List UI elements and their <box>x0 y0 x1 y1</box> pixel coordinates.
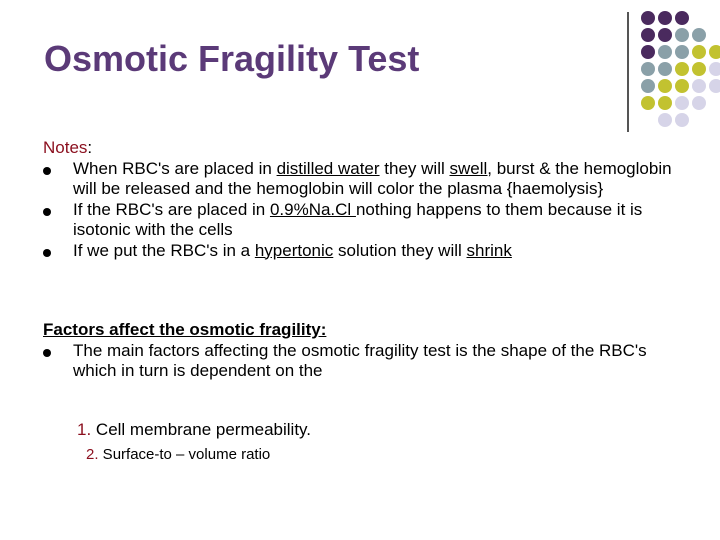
numbered-item-1: 1. Cell membrane permeability. <box>77 420 312 439</box>
slide-title: Osmotic Fragility Test <box>44 38 420 79</box>
decor-dot <box>641 28 655 42</box>
title-divider-line <box>627 12 629 132</box>
notes-section <box>43 138 683 261</box>
bullet-icon <box>43 349 51 357</box>
factors-heading: Factors affect the osmotic fragility: <box>43 320 327 339</box>
decor-dot <box>658 45 672 59</box>
decor-dot <box>658 79 672 93</box>
bullet-icon <box>43 167 51 175</box>
decor-dot <box>641 79 655 93</box>
list-item: When RBC's are placed in distilled water they will swell, burst & the hemoglobin will be released and the hemoglobin will color the plasma {haemolysis} <box>43 159 683 200</box>
decor-dot <box>675 79 689 93</box>
factors-section <box>43 320 683 382</box>
decor-dot <box>641 96 655 110</box>
decor-dot <box>658 113 672 127</box>
decor-dot <box>675 45 689 59</box>
decor-dot <box>658 11 672 25</box>
decor-dot <box>675 113 689 127</box>
decor-dot <box>709 79 720 93</box>
notes-heading: Notes: <box>43 138 93 157</box>
decor-dot <box>675 62 689 76</box>
decor-dot <box>675 96 689 110</box>
decor-dot <box>692 96 706 110</box>
decor-dot <box>692 45 706 59</box>
notes-list <box>43 159 683 262</box>
decor-dot <box>658 62 672 76</box>
list-item: If the RBC's are placed in 0.9%Na.Cl nothing happens to them because it is isotonic with the cells <box>43 200 683 241</box>
decorative-dot-grid <box>0 0 720 130</box>
factors-list <box>43 341 683 382</box>
decor-dot <box>709 45 720 59</box>
list-item: The main factors affecting the osmotic fragility test is the shape of the RBC's which in turn is dependent on the <box>43 341 683 382</box>
decor-dot <box>641 45 655 59</box>
numbered-item-2: 2. Surface-to – volume ratio <box>86 446 271 463</box>
list-item: If we put the RBC's in a hypertonic solution they will shrink <box>43 241 683 262</box>
decor-dot <box>675 28 689 42</box>
bullet-icon <box>43 249 51 257</box>
decor-dot <box>692 79 706 93</box>
decor-dot <box>658 96 672 110</box>
decor-dot <box>641 11 655 25</box>
decor-dot <box>692 62 706 76</box>
decor-dot <box>709 62 720 76</box>
decor-dot <box>675 11 689 25</box>
bullet-icon <box>43 208 51 216</box>
decor-dot <box>692 28 706 42</box>
decor-dot <box>641 62 655 76</box>
decor-dot <box>658 28 672 42</box>
